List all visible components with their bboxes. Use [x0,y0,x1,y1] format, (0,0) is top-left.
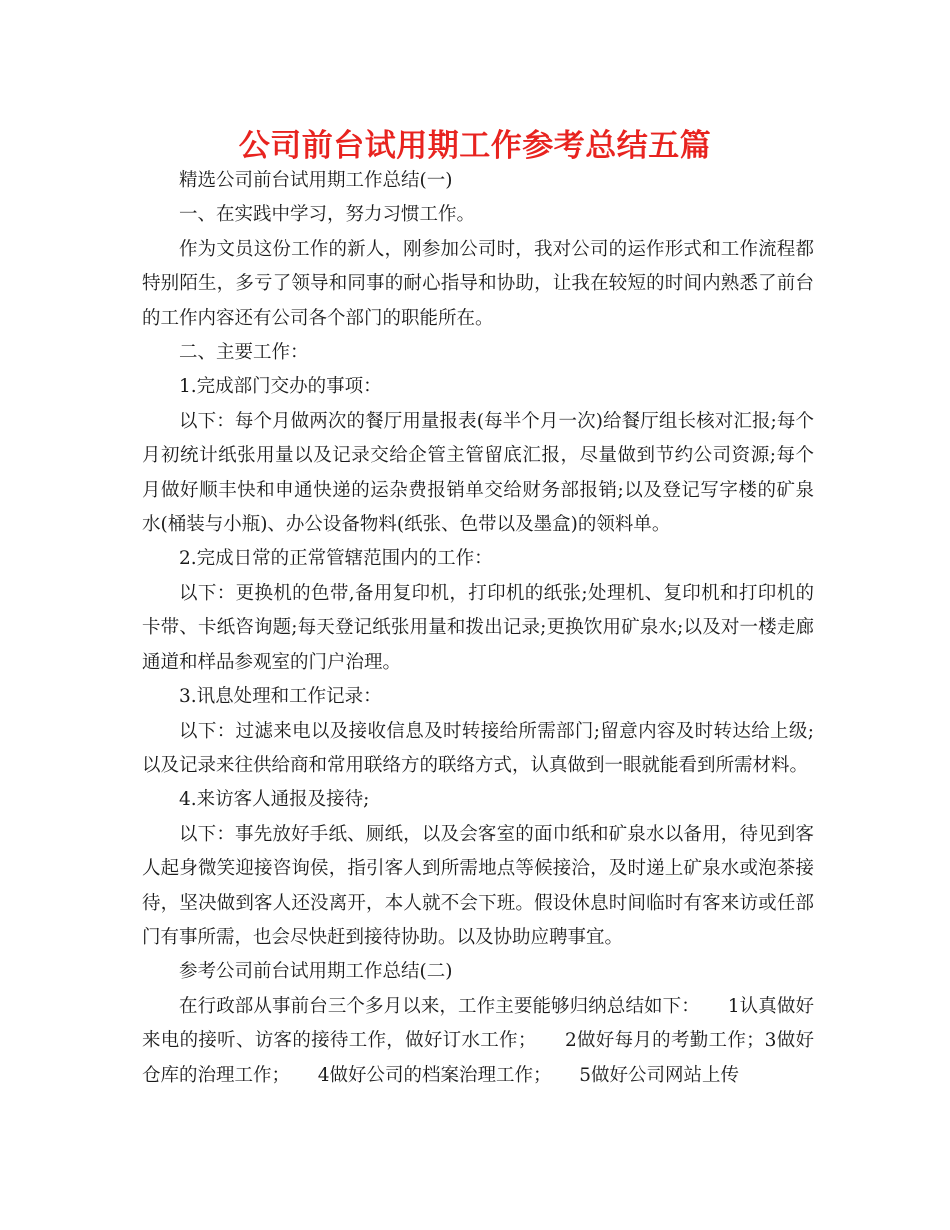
list-heading: 2.完成日常的正常管辖范围内的工作： [179,548,493,570]
document-body [142,164,814,1093]
body-paragraph: 作为文员这份工作的新人，刚参加公司时，我对公司的运作形式和工作流程都特别陌生，多亏了领导和同事的耐心指导和协助，让我在较短的时间内熟悉了前台的工作内容还有公司各个部门的职能所在。 [142,238,814,329]
list-heading: 4.来访客人通报及接待; [179,789,370,811]
page-title: 公司前台试用期工作参考总结五篇 [238,128,712,164]
list-heading: 1.完成部门交办的事项： [179,376,382,398]
body-paragraph: 以下：更换机的色带,备用复印机，打印机的纸张;处理机、复印机和打印机的卡带、卡纸咨询题;每天登记纸张用量和拨出记录;更换饮用矿泉水;以及对一楼走廊通道和样品参观室的门户治理。 [142,582,814,673]
section-heading: 参考公司前台试用期工作总结(二) [179,961,453,983]
body-paragraph: 在行政部从事前台三个多月以来，工作主要能够归纳总结如下： 1认真做好来电的接听、访客的接待工作，做好订水工作； 2做好每月的考勤工作；3做好仓库的治理工作； 4做好公司的档案治理工作； 5做好公司网站上传 [142,995,814,1086]
body-paragraph: 以下：过滤来电以及接收信息及时转接给所需部门;留意内容及时转达给上级;以及记录来往供给商和常用联络方的联络方式，认真做到一眼就能看到所需材料。 [142,720,814,776]
body-paragraph: 以下：事先放好手纸、厕纸，以及会客室的面巾纸和矿泉水以备用，待见到客人起身微笑迎接咨询侯，指引客人到所需地点等候接洽，及时递上矿泉水或泡茶接待，坚决做到客人还没离开，本人就不会下班。假设休息时间临时有客来访或任部门有事所需，也会尽快赶到接待协助。以及协助应聘事宜。 [142,823,814,948]
section-heading: 精选公司前台试用期工作总结(一) [179,170,453,191]
subheading: 一、在实践中学习，努力习惯工作。 [179,204,476,226]
subheading: 二、主要工作： [179,342,309,364]
body-paragraph: 以下：每个月做两次的餐厅用量报表(每半个月一次)给餐厅组长核对汇报;每个月初统计纸张用量以及记录交给企管主管留底汇报，尽量做到节约公司资源;每个月做好顺丰快和申通快递的运杂费报销单交给财务部报销;以及登记写字楼的矿泉水(桶装与小瓶)、办公设备物料(纸张、色带以及墨盒)的领料单。 [142,410,814,536]
list-heading: 3.讯息处理和工作记录： [179,686,382,708]
